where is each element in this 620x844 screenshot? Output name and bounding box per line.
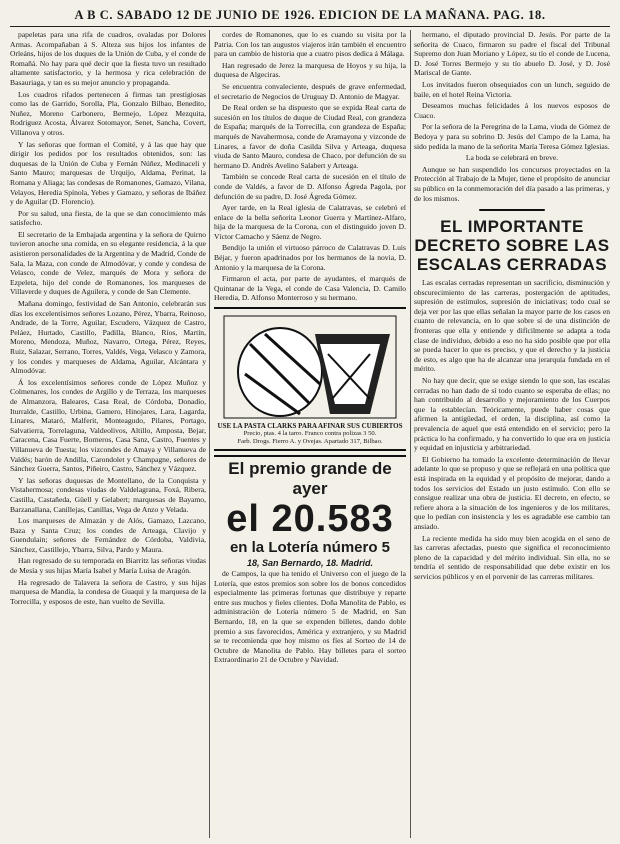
article-paragraph: Se encuentra convaleciente, después de grave enfermedad, el secretario de Negocios de Uruguay D. Antonio de Magyar. [214,81,406,101]
article-headline: EL IMPORTANTE DECRETO SOBRE LAS ESCALAS CERRADAS [414,217,610,275]
ad-price: Precio, ptas. 4 la tarro. Franco contra polizas 3 50. [243,430,377,438]
article-paragraph: Y las señoras duquesas de Montellano, de la Conquista y Vistahermosa; condesas viudas de Valdelagrana, Foxá, Ribera, Castilla, Castañeda, Güell y Gelabert; marquesas de Bayamo, Barzanallana, Canillejas, Canillas, Vega de Anzo y Velada. [10,475,206,514]
article-paragraph: hermano, el diputado provincial D. Jesús. Por parte de la señorita de Cuaco, firmaron su padre el fiscal del Tribunal Supremo don Juan Moriano y López, su tío el conde de Lucena, D. José Torres Bermejo y su tío abuelo D. José, y D. José Mariscal de Gante. [414,30,610,78]
lottery-number: el 20.583 [226,498,394,541]
ad-seller: Farb. Drogs. Fierro A. y Ovejas. Apartado 317, Bilbao. [237,438,383,446]
article-paragraph: De Real orden se ha dispuesto que se expida Real carta de sucesión en los títulos de duque de Ciudad Real, con grandeza de España; marqués de la Torrecilla, con grandeza de España; marqués de Navahermosa, conde de Aramayona y vizconde de Linares, a favor de doña Casilda Silva y Arteaga, duquesa viuda de Santo Mauro, condesa de Chaco, por defunción de su hermano D. Andrés Avelino Salabert y Arteaga. [214,103,406,170]
ad-caption: USE LA PASTA CLARKS PARA AFINAR SUS CUBIERTOS [217,422,403,431]
article-paragraph: No hay que decir, que se exige siendo lo que son, las escalas cerradas no han dado de sí todo cuanto se esperaba de ellas; no han contribuido al desarrollo y mejoramiento de los Cuerpos que la establecían. Teóricamente, puede haber cosas que afirmen la antigüedad, el orden, la disciplina, así como la prevalencia de aquel que está entendido en el servicio; pero la práctica lo ha confirmado, y ha convertido lo que era en justicia y equidad en injusticia y arbitrariedad. [414,376,610,453]
ad-illustration-svg [220,314,400,420]
article-paragraph: Firmaron el acta, por parte de ayudantes, el marqués de Quintanar de la Vega, el conde de Casa Valencia, D. Camilo Heredia, D. Alfonso Monterroso y su hermano. [214,274,406,303]
article-paragraph: Aunque se han suspendido los concursos proyectados en la Protección al Trabajo de la Mujer, tiene el propósito de anunciar su público en la conmemoración del día pasado a las primeras, y de los mismos. [414,164,610,203]
article-paragraph: papeletas para una rifa de cuadros, ovaladas por Dolores Armas. Acompañaban á S. Alteza sus hijos los infantes de Orleáns, hijos de los duques de la Unión de Cuba, y el conde de Romañá. No hay para qué decir que la fiesta tuvo un resultado altamente satisfactorio, y la hermosa y rica celebración de Basauriaga, y tan es su mejor anuncio y propaganda. [10,30,206,87]
article-paragraph: Á los excelentísimos señores conde de López Muñoz y Colmenares, los condes de Argillo y de Terraza, los marqueses de Almanzora, Baleares, Casa Real, de Córdoba, Donadío, Iturralde, Castillo, Urbina, Gamero, Hinojares, Lara, Lagarda, Linares, Mataró, Malferit, Monteagudo, Pilares, Portago, Salvatierra, Torrelaguna, Valdeolivos, Altillo, Amposta, Bejar, Caracena, Casa Fuerte, Borneros, Casa Sanz, Castro, Fuentes y Villanueva de Tuesta; los vizcondes de Amaya y Villanueva de Valdés; barón de Andilla, Carondolet y Champagne, señores de Sánchez Guerra, Santos, Piñeiro, Castro, Sánchez y Vázquez. [10,377,206,474]
article-paragraph: La boda se celebrará en breve. [465,153,559,163]
article-paragraph: Ha regresado de Talavera la señora de Castro, y sus hijas marquesa de Mandía, la condesa de Guaqui y la marquesa de la Torrecilla, y esposos de este, han vuelto de Sevilla. [10,577,206,606]
lottery-announcement [214,455,406,569]
article-paragraph: Deseamos muchas felicidades á los nuevos esposos de Cuaco. [414,101,610,120]
column-rule [209,30,210,838]
column-rule [410,30,411,838]
column-left [10,30,206,838]
article-paragraph: Han regresado de su temporada en Biarritz las señoras viudas de Mesía y sus hijas María Isabel y María Luisa de Aragón. [10,556,206,576]
article-paragraph: de Campos, la que ha tenido el Universo con el juego de la Lotería, que estos premios son sobre los de bonos concedidos especialmente las primeras fortunas que distribuye y reparte entre sus muchos y fieles clientes. Doña Manolita de Pablo, es administración de Lotería número 5 de Madrid, en San Bernardo, 18, en la que se expenden billetes, dando doble premio a sus favorecidos, América y extranjero, y su Madrid se te recomienda que hoy mismo os fíes al Sorteo de 14 de Octubre de Manolita de Pablo. Hay billetes para el sorteo Extraordinario 21 de Octubre y Navidad. [214,569,406,665]
article-paragraph: Por su salud, una fiesta, de la que se dan conocimiento más satisfecho. [10,208,206,228]
lottery-office: en la Lotería número 5 [229,539,391,557]
lottery-address: 18, San Bernardo, 18. Madrid. [246,558,374,569]
article-paragraph: El secretario de la Embajada argentina y la señora de Quirno tuvieron anoche una comida, en su elegante residencia, á la que asistieron personalidades de la Argentina y de Madrid, Conde de Sala, la Maza, con conde de Almodóvar, y conde y condesa de Velasco, conde de Velez, marqués de Mora y señora de Ezpeleta, hijo del conde de Romanones, los marqueses de Villaverde y duques de Aguilera, y conde de San Clemente. [10,229,206,297]
article-paragraph: El Gobierno ha tomado la excelente determinación de llevar adelante lo que se propuso y que se reflejará en una política que está inspirada en la equidad y el propósito de mejorar, dando a todos los servicios del Estado un justo estímulo. Con ello se consigue realizar una obra de justicia. El decreto, en efecto, se refiere ahora a la situación de los ingenieros y de los militares, que lo pedían con insistencia y les es agradable ese cambio tan ansiado. [414,454,610,531]
article-paragraph: Mañana domingo, festividad de San Antonio, celebrarán sus días los excelentísimos señores Lozano, Pérez, Ybarra, Reinoso, Andrade, de la Torre, Aguilar, Escudero, Vázquez de Castro, Peláez, Hurtado, Castillo, Padilla, Blanco, Ríos, Martín, Moreno, Mendoza, Muñoz, Navarro, Ortega, Pérez, Reyes, Ruiz, Salazar, Serrano, Torres, Valdés, Vega, Velasco y Zamora, y los condes y marqueses de Aldama, Aguilar, Alcántara y Almodóvar. [10,299,206,376]
page-header: A B C. SABADO 12 DE JUNIO DE 1926. EDICION DE LA MAÑANA. PAG. 18. [10,4,610,27]
article-paragraph: La reciente medida ha sido muy bien acogida en el seno de las carreras afectadas, puesto que significa el reconocimiento pleno de la capacidad y del mérito individual. Sin ella, no se tendría el sentido de responsabilidad que debe existir en los servicios públicos y en el porvenir de las carreras militares. [414,533,610,581]
article-paragraph: Ayer tarde, en la Real iglesia de Calatravas, se celebró el enlace de la bella señorita Leonor Guerra y Martínez-Alfaro, hija de la marquesa de la Corona, con el distinguido joven D. Víctor Camacho y Sáenz de Negro. [214,203,406,241]
advertisement-clarks [214,307,406,451]
section-divider [414,207,610,213]
article-paragraph: Por la señora de la Peregrina de la Lama, viuda de Gómez de Bedoya y para su sobrino D. Jesús del Campo de la Lama, ha sido pedida la mano de la señorita María Teresa Gómez Iglesias. [414,122,610,151]
article-paragraph: También se concede Real carta de sucesión en el título de conde de Valdés, a favor de D. Alfonso Ágreda Pagola, por defunción de su padre, D. José Ágreda Gómez. [214,172,406,201]
ad-illustration [220,314,400,420]
article-paragraph: Han regresado de Jerez la marquesa de Hoyos y su hija, la duquesa de Algeciras. [214,60,406,80]
article-paragraph: Los cuadros rifados pertenecen á firmas tan prestigiosas como las de Garrido, Sorolla, Pla, Gonzalo Bilbao, Benedito, Nuñez, Moreno Carbonero, Bermejo, López Mezquita, Rodriguez Acosta, Álvarez Sotomayor, Senet, Sancha, Covert, Villanova y otros. [10,89,206,137]
article-paragraph: Los invitados fueron obsequiados con un lunch, seguido de baile, en el hotel Reina Victoria. [414,79,610,99]
article-paragraph: cordes de Romanones, que lo es cuando su visita por la Patria. Con los tan augustos viajeros irán también el encuentro para un cambio de historia que a cuatro pisos dedica á Málaga. [214,30,406,59]
article-paragraph: Las escalas cerradas representan un sacrificio, disminución y obscurecimiento de las carreras, postergación de aptitudes, supresión de estímulos, supresión de iniciativas; todo cual se deja ver por las que ellas señalan la mayor parte de los casos en cuanto de relevancia, en lo que sobre sí de una distinción de fronteras que ella y entiende y difícilmente se adapta a toda clase de individuo, debido a eso no ha sido posible que por ella se pueda hacer lo que es preciso, y que el derecho y la justicia de esto, es algo que ha de alcanzar una jerarquía fundada en el mérito. [414,278,610,374]
column-right [414,30,610,838]
column-middle [214,30,406,838]
lottery-heading: El premio grande de ayer [228,459,392,499]
article-paragraph: Y las señoras que forman el Comité, y á las que hay que dirigir los pedidos por los resultados obtenidos, son: las duquesas de la Unión de Cuba y Fernán Núñez, Medinaceli y Santo Mauro; marquesas de Urquijo, Aldama, Perinat, la Romana y Aliaga; las condesas de Romanones, Gamazo, Vilana, Velayos, Heredia Spínola, Yebes y Gamazo, y señoras de Ibáñez y de Aguilar (D. Florencio). [10,139,206,207]
article-paragraph: Los marqueses de Almazán y de Alós, Gamazo, Lazcano, Baza y Santa Cruz; los condes de Arteaga, Clavijo y Guendulain; señores de Fernández de Córdoba, Valdivia, Sánchez, Castillejo, Ybarra, Silva, Pardo y Maura. [10,516,206,554]
article-paragraph: Bendijo la unión el virtuoso párroco de Calatravas D. Luis Béjar, y fueron apadrinados por los hermanos de la novia, D. Antonio y la marquesa de la Corona. [214,243,406,272]
